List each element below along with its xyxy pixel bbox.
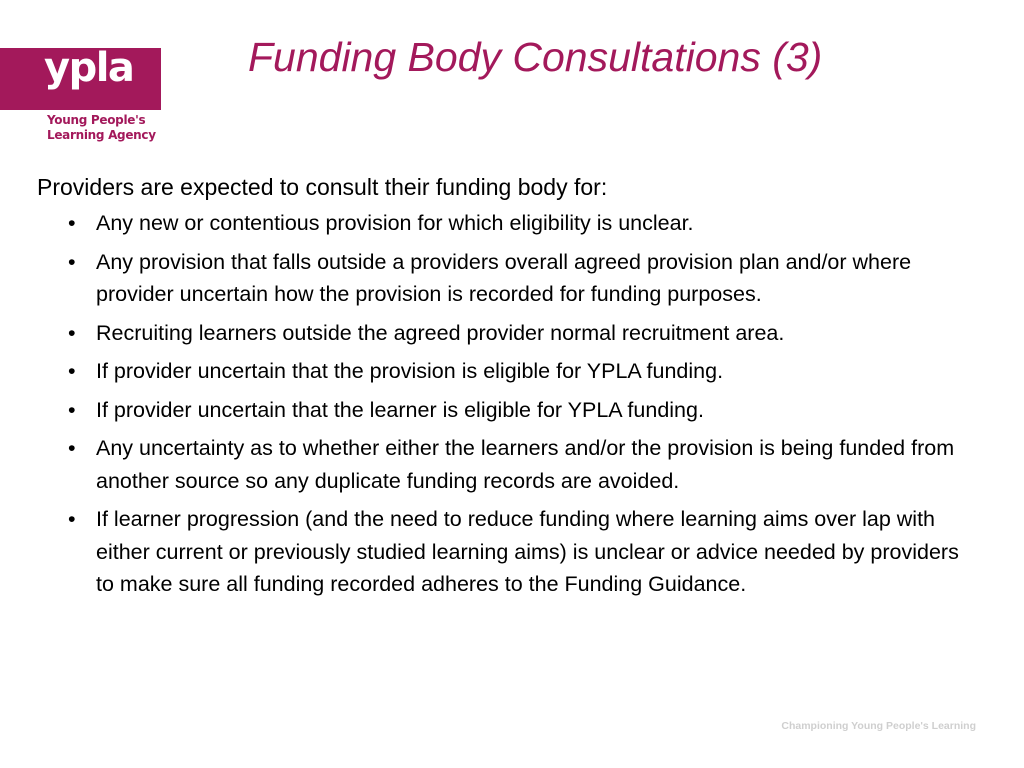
bullet-dot: •	[68, 507, 76, 531]
logo-wordmark: ypla	[44, 45, 134, 91]
bullet-list	[62, 207, 982, 607]
bullet-item	[62, 355, 982, 388]
bullet-text: Any provision that falls outside a providers overall agreed provision plan and/or where provider uncertain how the provision is recorded for funding purposes.	[96, 249, 912, 306]
bullet-dot: •	[68, 320, 76, 345]
bullet-text: Recruiting learners outside the agreed provider normal recruitment area.	[96, 320, 785, 345]
bullet-dot: •	[68, 359, 76, 383]
bullet-dot: •	[68, 397, 76, 422]
bullet-dot: •	[68, 436, 76, 460]
bullet-item	[62, 394, 982, 427]
bullet-item	[62, 432, 982, 497]
bullet-text: Any uncertainty as to whether either the learners and/or the provision is being funded from another source so any duplicate funding records are avoided.	[96, 436, 955, 493]
bullet-item	[62, 207, 982, 240]
bullet-item	[62, 317, 982, 350]
logo-tagline	[47, 113, 156, 143]
slide-title: Funding Body Consultations (3)	[248, 34, 823, 80]
bullet-text: If learner progression (and the need to reduce funding where learning aims over lap with either current or previously studied learning aims) is unclear or advice needed by providers to make sure all funding recorded adheres to the Funding Guidance.	[96, 507, 959, 596]
bullet-text: Any new or contentious provision for which eligibility is unclear.	[96, 211, 694, 235]
bullet-item	[62, 503, 982, 601]
bullet-text: If provider uncertain that the provision is eligible for YPLA funding.	[96, 359, 724, 383]
logo-tagline-line2: Learning Agency	[47, 128, 156, 142]
logo-tagline-line1: Young People's	[47, 113, 146, 127]
bullet-item	[62, 246, 982, 311]
bullet-text: If provider uncertain that the learner is eligible for YPLA funding.	[96, 397, 704, 422]
bullet-dot: •	[68, 249, 76, 274]
footer-tagline: Championing Young People's Learning	[781, 720, 976, 732]
bullet-dot: •	[68, 211, 76, 235]
intro-text: Providers are expected to consult their funding body for:	[37, 174, 608, 200]
